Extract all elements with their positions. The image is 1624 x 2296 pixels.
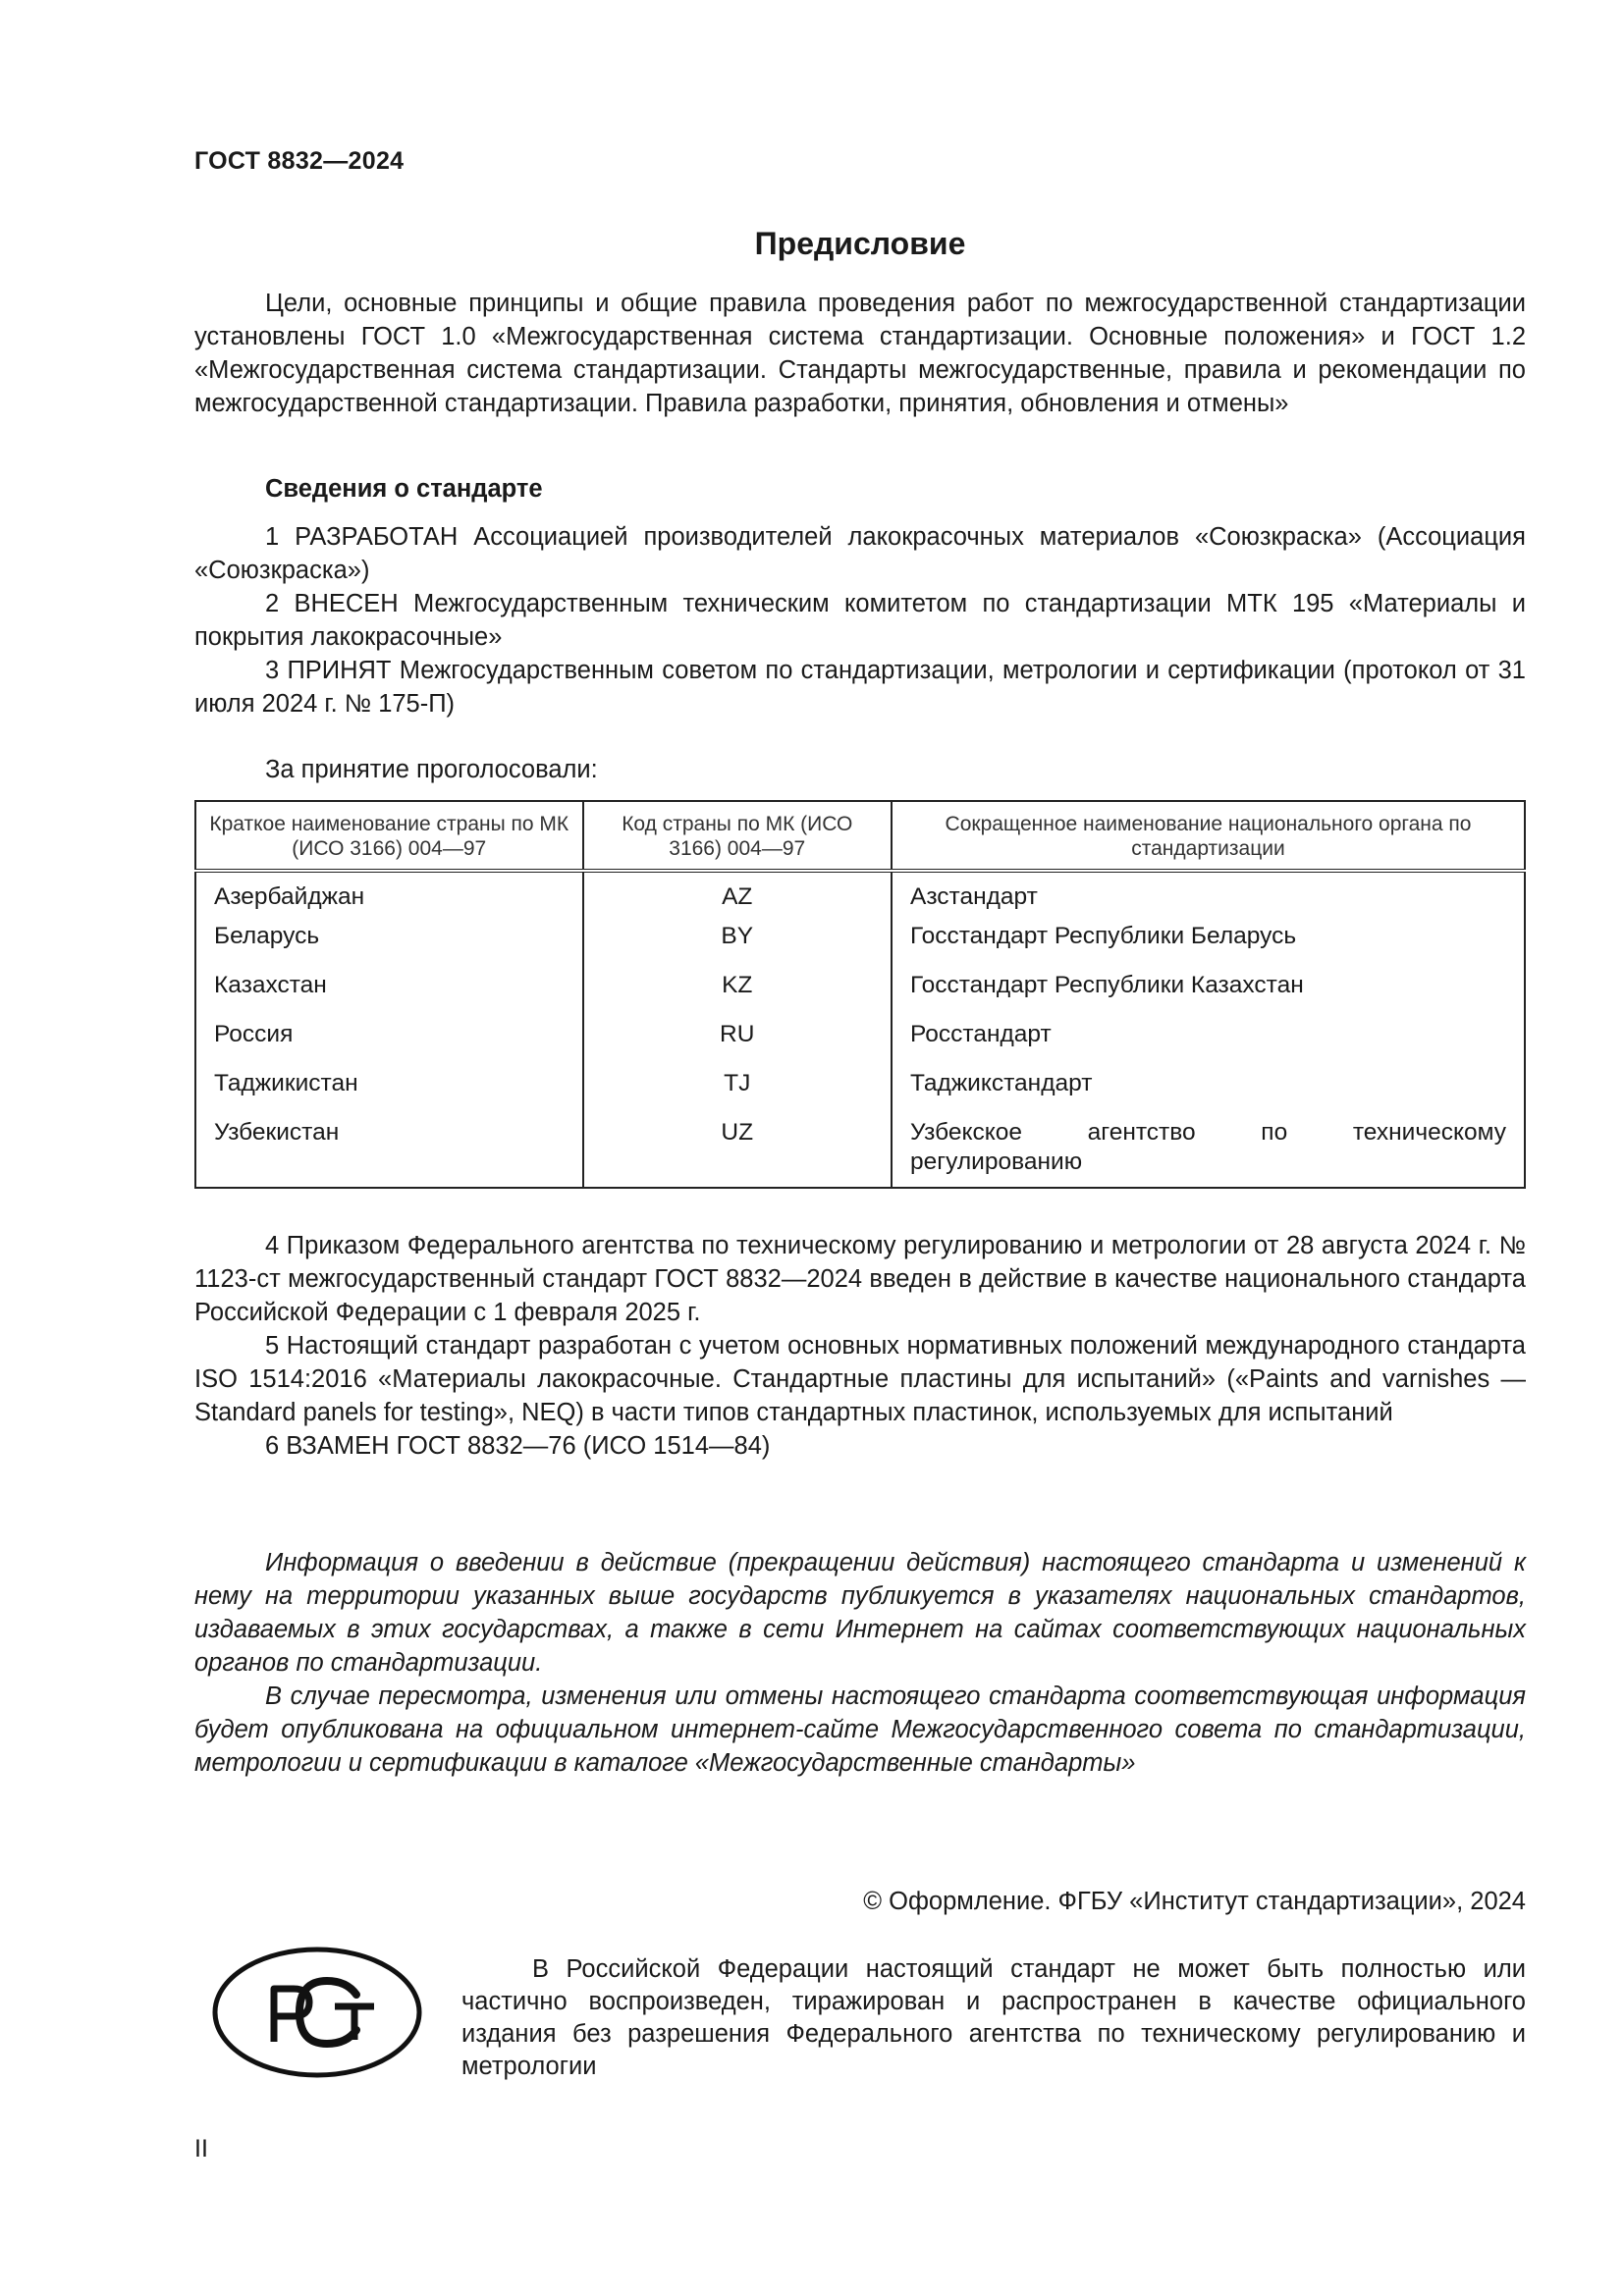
vote-label: За принятие проголосовали:	[265, 756, 598, 783]
info-item-1: 1 РАЗРАБОТАН Ассоциацией производителей лакокрасочных материалов «Союзкраска» (Ассоциация «Союзкраска»)	[194, 523, 1526, 584]
code-cell: TJ	[583, 1069, 892, 1118]
body-cell: Азстандарт	[892, 871, 1525, 922]
table-row	[195, 971, 1525, 1020]
country-cell: Узбекистан	[214, 1119, 340, 1146]
body-cell: Узбекское агентство по техническому регулированию	[892, 1118, 1525, 1188]
standard-code-header: ГОСТ 8832—2024	[194, 147, 405, 175]
notice-2: В случае пересмотра, изменения или отмены настоящего стандарта соответствующая информация будет опубликована на официальном интернет-сайте Межгосударственного совета по стандартизации, метрологии и сертификации в каталоге «Межгосударственные стандарты»	[194, 1682, 1526, 1777]
info-item-2: 2 ВНЕСЕН Межгосударственным техническим комитетом по стандартизации МТК 195 «Материалы и покрытия лакокрасочные»	[194, 590, 1526, 651]
code-cell: KZ	[583, 971, 892, 1020]
table-header-row	[195, 801, 1525, 871]
info-item-3: 3 ПРИНЯТ Межгосударственным советом по стандартизации, метрологии и сертификации (протокол от 31 июля 2024 г. № 175-П)	[194, 657, 1526, 718]
foreword-intro: Цели, основные принципы и общие правила проведения работ по межгосударственной стандартизации установлены ГОСТ 1.0 «Межгосударственная система стандартизации. Основные положения» и ГОСТ 1.2 «Межгосударственная система стандартизации. Стандарты межгосударственные, правила и рекомендации по межгосударственной стандартизации. Правила разработки, принятия, обновления и отмены»	[194, 290, 1526, 417]
body-cell: Таджикстандарт	[892, 1069, 1525, 1118]
code-cell: BY	[583, 922, 892, 971]
standard-info-title: Сведения о стандарте	[265, 475, 543, 503]
country-cell: Казахстан	[214, 972, 327, 998]
table-row	[195, 1118, 1525, 1188]
body-cell: Госстандарт Республики Казахстан	[892, 971, 1525, 1020]
code-cell: UZ	[583, 1118, 892, 1188]
table-row	[195, 871, 1525, 922]
header-body: Сокращенное наименование национального органа по стандартизации	[892, 801, 1525, 871]
standard-info-items	[194, 520, 1526, 721]
foreword-title: Предисловие	[754, 226, 966, 261]
info-item-5: 5 Настоящий стандарт разработан с учетом основных нормативных положений международного стандарта ISO 1514:2016 «Материалы лакокрасочные. Стандартные пластины для испытаний» («Paints and varnishes — Standard panels for testing», NEQ) в части типов стандартных пластинок, используемых для испытаний	[194, 1332, 1526, 1426]
header-code: Код страны по МК (ИСО 3166) 004—97	[583, 801, 892, 871]
page-number: II	[194, 2135, 208, 2163]
rst-certification-logo-icon	[209, 1944, 425, 2081]
more-items	[194, 1229, 1526, 1463]
notice-1: Информация о введении в действие (прекращении действия) настоящего стандарта и изменений к нему на территории указанных выше государств публикуется в указателях национальных стандартов, издаваемых в этих государствах, а также в сети Интернет на сайтах соответствующих национальных органов по стандартизации.	[194, 1549, 1526, 1677]
rights-notice: В Российской Федерации настоящий стандарт не может быть полностью или частично воспроизведен, тиражирован и распространен в качестве официального издания без разрешения Федерального агентства по техническому регулированию и метрологии	[461, 1955, 1526, 2080]
foreword-intro-block	[194, 287, 1526, 420]
info-item-4: 4 Приказом Федерального агентства по техническому регулированию и метрологии от 28 августа 2024 г. № 1123-ст межгосударственный стандарт ГОСТ 8832—2024 введен в действие в качестве национального стандарта Российской Федерации с 1 февраля 2025 г.	[194, 1232, 1526, 1326]
country-cell: Беларусь	[214, 923, 320, 949]
body-cell: Госстандарт Республики Беларусь	[892, 922, 1525, 971]
code-cell: AZ	[583, 871, 892, 922]
country-cell: Азербайджан	[214, 883, 365, 910]
table-row	[195, 1069, 1525, 1118]
table-row	[195, 922, 1525, 971]
notices-block	[194, 1546, 1526, 1780]
code-cell: RU	[583, 1020, 892, 1069]
table-row	[195, 1020, 1525, 1069]
country-cell: Таджикистан	[214, 1070, 358, 1096]
copyright-line: © Оформление. ФГБУ «Институт стандартизации», 2024	[863, 1888, 1526, 1915]
country-cell: Россия	[214, 1021, 294, 1047]
info-item-6: 6 ВЗАМЕН ГОСТ 8832—76 (ИСО 1514—84)	[265, 1432, 771, 1460]
header-country: Краткое наименование страны по МК (ИСО 3166) 004—97	[195, 801, 583, 871]
voting-table	[194, 800, 1526, 1189]
body-cell: Росстандарт	[892, 1020, 1525, 1069]
